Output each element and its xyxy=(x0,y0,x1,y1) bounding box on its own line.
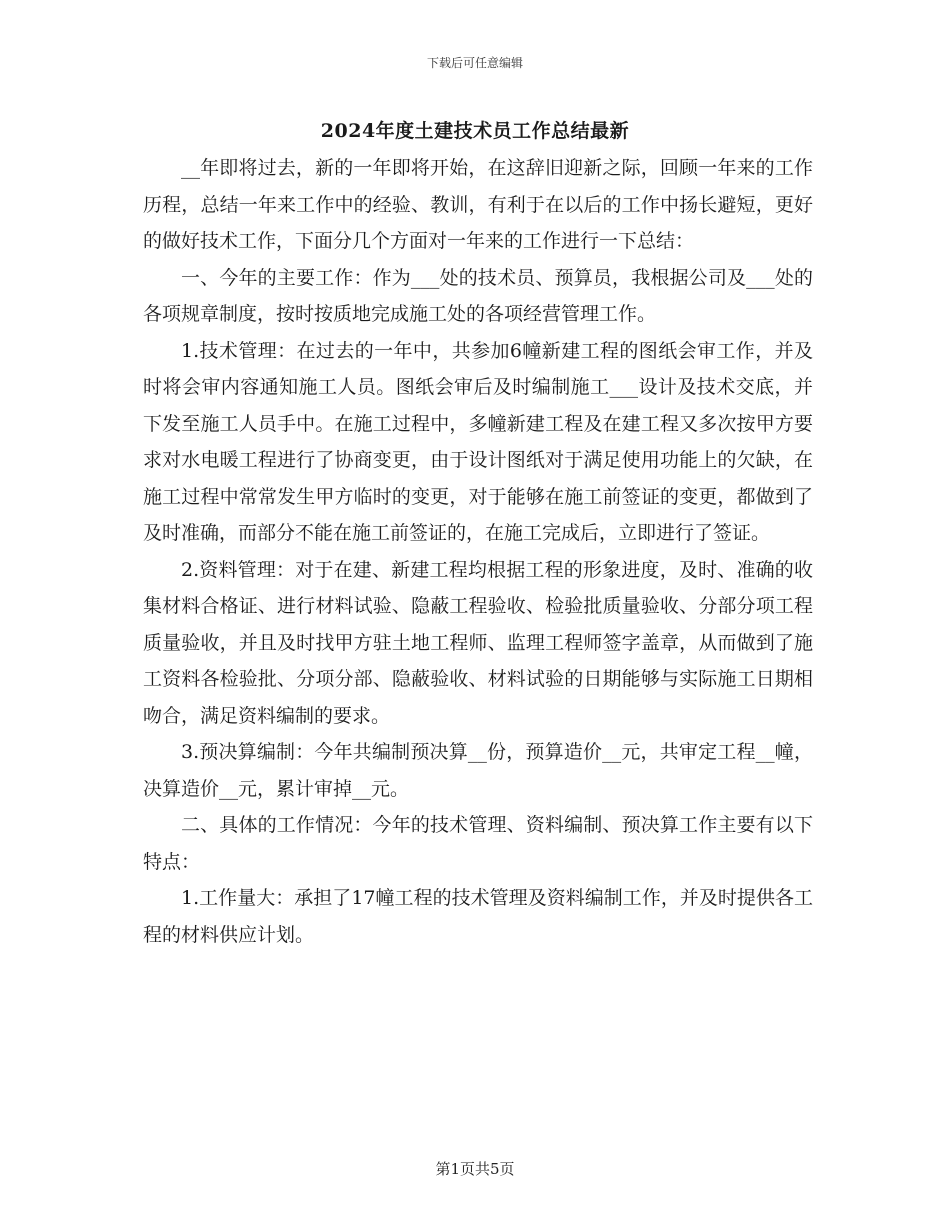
paragraph-data-management: 2.资料管理：对于在建、新建工程均根据工程的形象进度，及时、准确的收集材料合格证、进行材料试验、隐蔽工程验收、检验批质量验收、分部分项工程质量验收，并且及时找甲方驻土地工程师、监理工程师签字盖章，从而做到了施工资料各检验批、分项分部、隐蔽验收、材料试验的日期能够与实际施工日期相吻合，满足资料编制的要求。 xyxy=(143,558,813,727)
paragraph-intro: __年即将过去，新的一年即将开始，在这辞旧迎新之际，回顾一年来的工作历程，总结一年来工作中的经验、教训，有利于在以后的工作中扬长避短，更好的做好技术工作，下面分几个方面对一年来的工作进行一下总结： xyxy=(143,157,813,252)
paragraph-main-work: 一、今年的主要工作：作为___处的技术员、预算员，我根据公司及___处的各项规章制度，按时按质地完成施工处的各项经营管理工作。 xyxy=(143,266,813,325)
document-title: 2024年度土建技术员工作总结最新 xyxy=(320,120,630,142)
paragraph-workload: 1.工作量大：承担了17幢工程的技术管理及资料编制工作，并及时提供各工程的材料供应计划。 xyxy=(143,887,813,946)
paragraph-technical-management: 1.技术管理：在过去的一年中，共参加6幢新建工程的图纸会审工作，并及时将会审内容通知施工人员。图纸会审后及时编制施工___设计及技术交底，并下发至施工人员手中。在施工过程中，多幢新建工程及在建工程又多次按甲方要求对水电暖工程进行了协商变更，由于设计图纸对于满足使用功能上的欠缺，在施工过程中常常发生甲方临时的变更，对于能够在施工前签证的变更，都做到了及时准确，而部分不能在施工前签证的，在施工完成后，立即进行了签证。 xyxy=(143,339,813,544)
header-note: 下载后可任意编辑 xyxy=(426,56,523,70)
paragraph-budget: 3.预决算编制：今年共编制预决算__份，预算造价__元，共审定工程__幢，决算造价__元，累计审掉__元。 xyxy=(143,741,813,800)
document-body xyxy=(143,150,813,953)
paragraph-specific-work: 二、具体的工作情况：今年的技术管理、资料编制、预决算工作主要有以下特点： xyxy=(143,814,813,873)
page-indicator: 第1页共5页 xyxy=(435,1160,515,1178)
